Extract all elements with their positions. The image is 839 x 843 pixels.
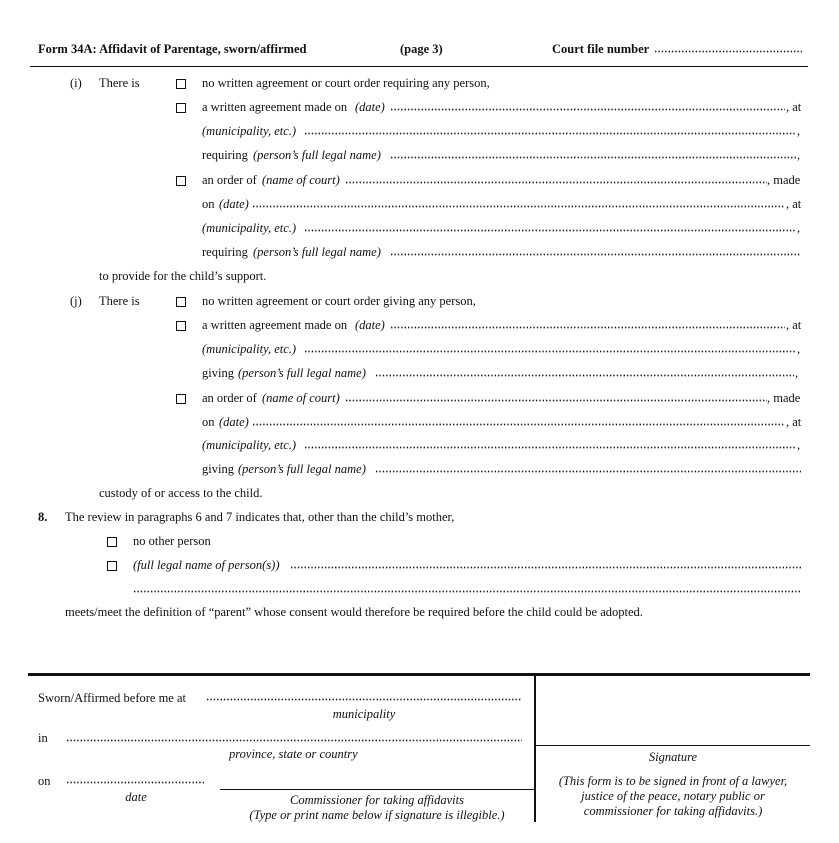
sworn-label: Sworn/Affirmed before me at [38, 691, 186, 705]
comma-label: , [797, 148, 801, 162]
checkbox-8-none[interactable] [107, 537, 117, 547]
header-rule [30, 66, 808, 67]
signature-caption: Signature [648, 750, 698, 764]
section-j-option-order: an order of [202, 391, 257, 405]
commissioner-caption: Commissioner for taking affidavits [290, 793, 464, 807]
section-i-closing: to provide for the child’s support. [99, 269, 267, 283]
province-field[interactable] [66, 733, 522, 743]
at-label: , at [786, 415, 802, 429]
sign-note-line-2: justice of the peace, notary public or [581, 789, 765, 803]
section-8-text: The review in paragraphs 6 and 7 indicates that, other than the child’s mother, [65, 510, 455, 524]
on-label: on [202, 415, 215, 429]
section-i-option-agreement: a written agreement made on [202, 100, 348, 114]
section-j-lead: There is [99, 294, 140, 308]
sign-note-line-1: (This form is to be signed in front of a lawyer, [558, 774, 788, 788]
date-caption: date [125, 790, 147, 804]
giving-label: giving [202, 366, 234, 380]
checkbox-8-named[interactable] [107, 561, 117, 571]
j-order-court-field[interactable] [345, 393, 767, 403]
date-label: (date) [219, 197, 249, 211]
giving-label: giving [202, 462, 234, 476]
checkbox-i-agreement[interactable] [176, 103, 186, 113]
checkbox-j-order[interactable] [176, 394, 186, 404]
i-agreement-municipality-field[interactable] [304, 126, 796, 136]
comma-label: , [797, 438, 801, 452]
person-label: (person’s full legal name) [253, 245, 381, 259]
j-order-municipality-field[interactable] [304, 440, 796, 450]
section-i-option-order: an order of [202, 173, 257, 187]
commissioner-signature-line[interactable] [220, 789, 534, 790]
section-i-option-none: no written agreement or court order requiring any person, [202, 76, 490, 90]
on-label: on [202, 197, 215, 211]
municipality-caption: municipality [332, 707, 396, 721]
section-j-marker: (j) [70, 294, 82, 308]
section-8-number: 8. [38, 510, 48, 524]
court-file-number-field[interactable] [654, 44, 802, 54]
checkbox-i-none[interactable] [176, 79, 186, 89]
person-label: (person’s full legal name) [238, 462, 366, 476]
i-agreement-person-field[interactable] [390, 150, 796, 160]
i-order-municipality-field[interactable] [304, 223, 796, 233]
person-label: (person’s full legal name) [253, 148, 381, 162]
at-label: , at [786, 100, 802, 114]
made-label: , made [767, 173, 801, 187]
person-label: (person’s full legal name) [238, 366, 366, 380]
requiring-label: requiring [202, 148, 248, 162]
form-title: Form 34A: Affidavit of Parentage, sworn/affirmed [38, 42, 307, 56]
province-caption: province, state or country [229, 747, 358, 761]
section-8-option-none: no other person [133, 534, 211, 548]
date-label: (date) [219, 415, 249, 429]
section-8-names-field-2[interactable] [133, 584, 801, 594]
court-file-label: Court file number [552, 42, 650, 56]
sworn-municipality-field[interactable] [206, 692, 522, 702]
section-j-option-agreement: a written agreement made on [202, 318, 348, 332]
made-label: , made [767, 391, 801, 405]
i-agreement-date-field[interactable] [390, 102, 785, 112]
municipality-label: (municipality, etc.) [202, 342, 297, 356]
in-label: in [38, 731, 48, 745]
checkbox-j-agreement[interactable] [176, 321, 186, 331]
on-label: on [38, 774, 51, 788]
commissioner-note: (Type or print name below if signature is illegible.) [249, 808, 505, 822]
section-j-option-none: no written agreement or court order giving any person, [202, 294, 476, 308]
i-order-court-field[interactable] [345, 175, 767, 185]
j-order-person-field[interactable] [375, 464, 801, 474]
j-agreement-person-field[interactable] [375, 368, 794, 378]
i-order-person-field[interactable] [390, 247, 800, 257]
at-label: , at [786, 197, 802, 211]
municipality-label: (municipality, etc.) [202, 221, 297, 235]
municipality-label: (municipality, etc.) [202, 438, 297, 452]
comma-label: , [797, 221, 801, 235]
date-label: (date) [355, 318, 385, 332]
checkbox-i-order[interactable] [176, 176, 186, 186]
j-order-date-field[interactable] [252, 417, 785, 427]
comma-label: , [797, 124, 801, 138]
requiring-label: requiring [202, 245, 248, 259]
section-8-closing: meets/meet the definition of “parent” whose consent would therefore be required before the child could be adopted. [65, 605, 643, 619]
sign-note-line-3: commissioner for taking affidavits.) [583, 804, 763, 818]
section-8-option-named: (full legal name of person(s)) [133, 558, 280, 572]
page-number: (page 3) [400, 42, 443, 56]
jurat-top-rule [28, 673, 810, 676]
j-agreement-date-field[interactable] [390, 320, 785, 330]
court-label: (name of court) [262, 173, 340, 187]
comma-label: , [797, 342, 801, 356]
municipality-label: (municipality, etc.) [202, 124, 297, 138]
section-8-names-field[interactable] [290, 560, 801, 570]
section-j-closing: custody of or access to the child. [99, 486, 263, 500]
jurat-date-field[interactable] [66, 775, 206, 785]
at-label: , at [786, 318, 802, 332]
date-label: (date) [355, 100, 385, 114]
court-label: (name of court) [262, 391, 340, 405]
i-order-date-field[interactable] [252, 199, 785, 209]
j-agreement-municipality-field[interactable] [304, 344, 796, 354]
comma-label: , [795, 366, 799, 380]
signature-line[interactable] [536, 745, 810, 746]
checkbox-j-none[interactable] [176, 297, 186, 307]
section-i-marker: (i) [70, 76, 82, 90]
section-i-lead: There is [99, 76, 140, 90]
